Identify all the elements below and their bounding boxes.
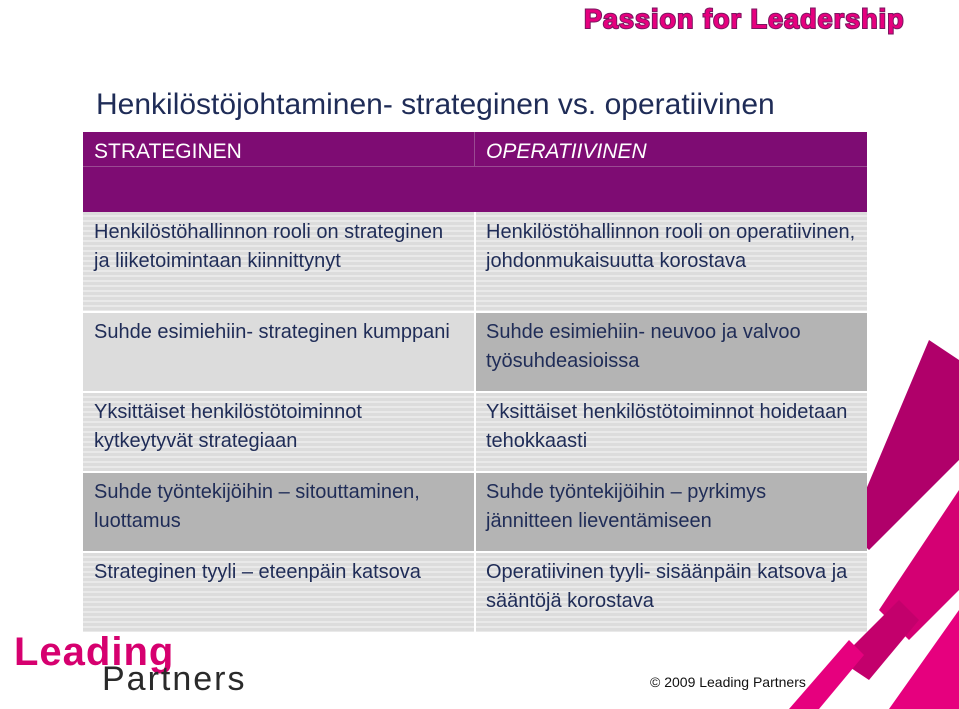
table-cell: Yksittäiset henkilöstötoiminnot kytkeytyvät strategiaan — [94, 401, 362, 452]
table-cell: Strateginen tyyli – eteenpäin katsova — [94, 561, 421, 583]
table-cell: Yksittäiset henkilöstötoiminnot hoidetaan tehokkaasti — [486, 401, 848, 452]
leading-partners-logo — [14, 630, 274, 700]
column-divider — [474, 212, 476, 632]
table-cell: Henkilöstöhallinnon rooli on strateginen ja liiketoimintaan kiinnittynyt — [94, 221, 444, 272]
logo-word-partners: Partners — [102, 660, 247, 698]
column-header-operative: OPERATIIVINEN — [486, 140, 647, 163]
header-column-divider — [474, 132, 475, 166]
header-divider — [83, 166, 867, 167]
table-row-operative-shade — [476, 313, 867, 391]
table-cell: Suhde työntekijöihin – sitouttaminen, luottamus — [94, 481, 420, 532]
logo-word-leading: Leading — [14, 630, 175, 674]
table-header — [83, 132, 867, 212]
comparison-table — [83, 132, 867, 632]
table-cell: Henkilöstöhallinnon rooli on operatiivinen, johdonmukaisuutta korostava — [486, 221, 856, 272]
table-cell: Operatiivinen tyyli- sisäänpäin katsova ja sääntöjä korostava — [486, 561, 848, 612]
page-title: Henkilöstöjohtaminen- strateginen vs. operatiivinen — [96, 88, 775, 121]
brand-tagline: Passion for Leadership — [584, 4, 905, 34]
copyright-notice: © 2009 Leading Partners — [650, 674, 806, 690]
table-cell: Suhde esimiehiin- neuvoo ja valvoo työsuhdeasioissa — [486, 321, 801, 372]
table-cell: Suhde työntekijöihin – pyrkimys jännitteen lieventämiseen — [486, 481, 767, 532]
column-header-strategic: STRATEGINEN — [94, 140, 242, 163]
table-cell: Suhde esimiehiin- strateginen kumppani — [94, 321, 450, 343]
